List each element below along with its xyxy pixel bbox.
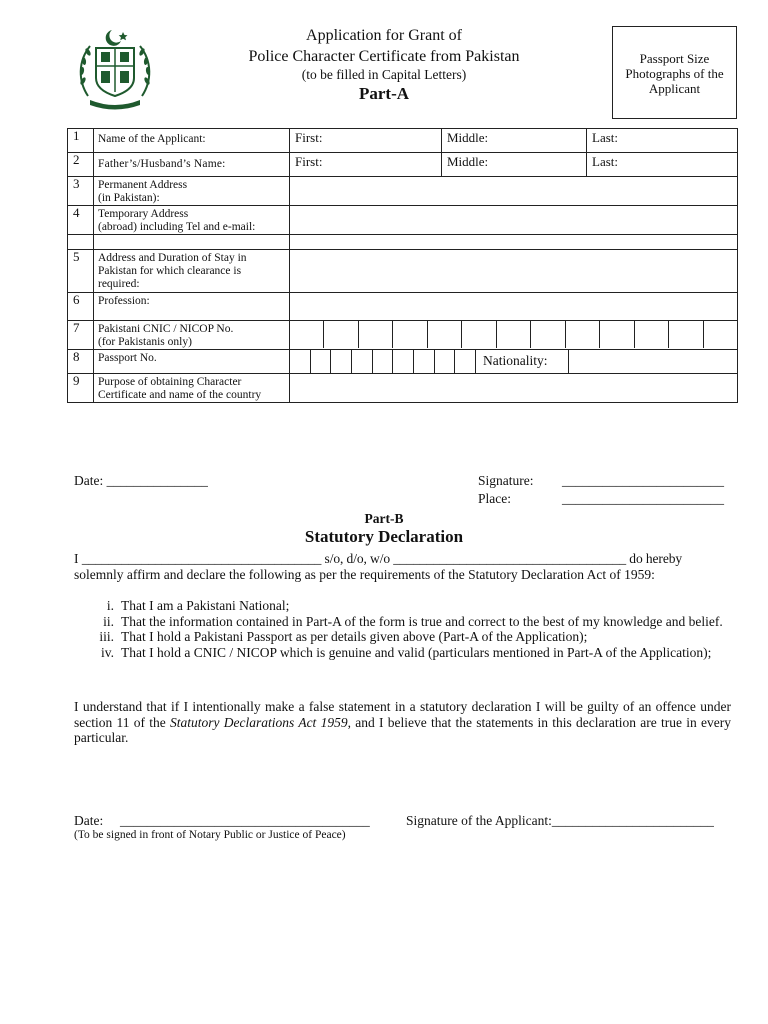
cnic-digit-box[interactable]: [358, 321, 392, 348]
label-line: (in Pakistan):: [98, 192, 160, 204]
part-a-date-line[interactable]: Date: _______________: [74, 473, 208, 488]
applicant-last-name-field[interactable]: [587, 129, 738, 153]
item-text: That I hold a CNIC / NICOP which is genuine and valid (particulars mentioned in Part-A of the Application);: [121, 644, 712, 660]
label-line: Pakistani CNIC / NICOP No.: [98, 323, 234, 335]
form-title-line2: Police Character Certificate from Pakistan: [248, 48, 520, 65]
cnic-digit-boxes: [290, 321, 738, 350]
nationality-label: Nationality:: [476, 350, 569, 373]
permanent-address-label: [94, 177, 290, 206]
last-label: Last:: [592, 130, 618, 145]
understanding-text-b: , and I believe that the statements in this declaration are true in every particular.: [74, 714, 731, 745]
declaration-item: [74, 629, 731, 645]
cnic-digit-box[interactable]: [461, 321, 495, 348]
purpose-label: [94, 374, 290, 403]
profession-field[interactable]: [290, 293, 738, 321]
father-husband-name-label: Father’s/Husband’s Name:: [94, 153, 290, 177]
temporary-address-label: [94, 206, 290, 235]
place-label: Place:: [478, 491, 511, 506]
label-line: Purpose of obtaining Character: [98, 376, 242, 388]
item-text: That the information contained in Part-A of the form is true and correct to the best of my knowledge and belief.: [121, 613, 723, 629]
table-row: [68, 153, 738, 177]
passport-digit-box[interactable]: [330, 350, 351, 373]
stay-duration-label: [94, 250, 290, 293]
label-line: Temporary Address: [98, 208, 189, 220]
passport-digit-box[interactable]: [434, 350, 455, 373]
middle-label: Middle:: [447, 130, 489, 145]
father-middle-name-field[interactable]: [442, 153, 587, 177]
declaration-intro-line1: [74, 551, 731, 567]
applicant-signature-line[interactable]: Signature of the Applicant:________________________: [406, 813, 714, 828]
table-row: [68, 235, 738, 250]
stay-duration-field[interactable]: [290, 250, 738, 293]
item-text: That I am a Pakistani National;: [121, 598, 290, 613]
declaration-intro-line2: solemnly affirm and declare the following as per the requirements of the Statutory Declaration Act of 1959:: [74, 567, 655, 582]
label-line: (for Pakistanis only): [98, 336, 192, 348]
place-line[interactable]: ________________________: [562, 491, 724, 506]
temporary-address-extra-field[interactable]: [290, 235, 738, 250]
last-label: Last:: [592, 154, 618, 169]
cnic-digit-box[interactable]: [703, 321, 737, 348]
table-row: [68, 250, 738, 293]
form-title-line1: Application for Grant of: [306, 27, 462, 44]
declaration-item: [74, 614, 731, 630]
empty-cell: [94, 235, 290, 250]
cnic-digit-box[interactable]: [565, 321, 599, 348]
act-name: Statutory Declarations Act 1959: [170, 714, 348, 730]
cnic-digit-box[interactable]: [392, 321, 426, 348]
part-a-form-table: [67, 128, 738, 403]
item-numeral: i.: [106, 598, 114, 613]
row-number: 8: [68, 350, 94, 374]
part-a-heading: Part-A: [358, 84, 410, 103]
signature-line[interactable]: ________________________: [562, 473, 724, 488]
row-number: 1: [68, 129, 94, 153]
item-numeral: ii.: [103, 613, 114, 629]
cnic-label: [94, 321, 290, 350]
part-b-date-label: Date:: [74, 813, 104, 828]
passport-digit-box[interactable]: [372, 350, 393, 373]
first-label: First:: [295, 130, 323, 145]
statutory-declaration-title: Statutory Declaration: [304, 527, 464, 546]
item-text: That I hold a Pakistani Passport as per details given above (Part-A of the Application);: [121, 629, 588, 644]
profession-label: Profession:: [94, 293, 290, 321]
table-row: [68, 177, 738, 206]
row-number: 9: [68, 374, 94, 403]
passport-photo-box[interactable]: [612, 26, 737, 119]
first-label: First:: [295, 154, 323, 169]
row-number: 5: [68, 250, 94, 293]
empty-cell: [68, 235, 94, 250]
row-number: 7: [68, 321, 94, 350]
row-number: 2: [68, 153, 94, 177]
table-row: [68, 129, 738, 153]
label-line: Address and Duration of Stay in: [98, 252, 247, 264]
table-row: [68, 206, 738, 235]
applicant-name-label: Name of the Applicant:: [94, 129, 290, 153]
label-line: Permanent Address: [98, 179, 188, 191]
applicant-first-name-field[interactable]: [290, 129, 442, 153]
label-line: required:: [98, 278, 140, 290]
father-first-name-field[interactable]: [290, 153, 442, 177]
label-line: Certificate and name of the country: [98, 389, 262, 401]
table-row: [68, 321, 738, 350]
passport-row-fields: [290, 350, 738, 374]
pronoun-i: I: [74, 551, 79, 566]
cnic-digit-box[interactable]: [668, 321, 702, 348]
passport-digit-box[interactable]: [290, 350, 310, 373]
middle-label: Middle:: [447, 154, 489, 169]
notary-note: (To be signed in front of Notary Public or Justice of Peace): [74, 829, 346, 841]
capital-letters-instruction: (to be filled in Capital Letters): [301, 67, 467, 82]
understanding-text-a: I understand that if I intentionally make a false statement in a statutory declaration I will be guilty of an offence under section 11 of the: [74, 699, 731, 730]
passport-digit-box[interactable]: [392, 350, 413, 373]
passport-digit-box[interactable]: [454, 350, 475, 373]
passport-digit-box[interactable]: [351, 350, 372, 373]
passport-digit-box[interactable]: [413, 350, 434, 373]
temporary-address-field[interactable]: [290, 206, 738, 235]
cnic-digit-box[interactable]: [634, 321, 668, 348]
photo-box-line2: Photographs of the: [625, 66, 724, 81]
row-number: 4: [68, 206, 94, 235]
part-b-date-line[interactable]: _____________________________________: [120, 813, 370, 828]
table-row: [68, 293, 738, 321]
table-row: [68, 374, 738, 403]
cnic-digit-box[interactable]: [530, 321, 564, 348]
part-b-heading: Part-B: [364, 511, 404, 526]
label-line: (abroad) including Tel and e-mail:: [98, 221, 256, 233]
purpose-field[interactable]: [290, 374, 738, 403]
cnic-digit-box[interactable]: [427, 321, 461, 348]
photo-box-line3: Applicant: [648, 81, 701, 96]
father-last-name-field[interactable]: [587, 153, 738, 177]
declaration-item: [74, 598, 731, 614]
cnic-digit-box[interactable]: [290, 321, 323, 348]
item-numeral: iii.: [99, 629, 114, 644]
cnic-digit-box[interactable]: [599, 321, 633, 348]
signature-label: Signature:: [478, 473, 534, 488]
declaration-item: [74, 645, 731, 661]
passport-number-label: Passport No.: [94, 350, 290, 374]
name-and-relation-blanks[interactable]: ____________________________________ s/o, d/o, w/o ___________________________________ do hereby: [81, 551, 683, 566]
permanent-address-field[interactable]: [290, 177, 738, 206]
item-numeral: iv.: [101, 644, 114, 660]
photo-box-line1: Passport Size: [639, 51, 710, 66]
cnic-digit-box[interactable]: [323, 321, 357, 348]
label-line: Pakistan for which clearance is: [98, 265, 242, 277]
cnic-digit-box[interactable]: [496, 321, 530, 348]
understanding-paragraph: [74, 699, 731, 746]
nationality-field[interactable]: [569, 350, 737, 373]
declaration-items: [74, 598, 731, 660]
passport-digit-box[interactable]: [310, 350, 331, 373]
row-number: 3: [68, 177, 94, 206]
applicant-middle-name-field[interactable]: [442, 129, 587, 153]
row-number: 6: [68, 293, 94, 321]
table-row: [68, 350, 738, 374]
